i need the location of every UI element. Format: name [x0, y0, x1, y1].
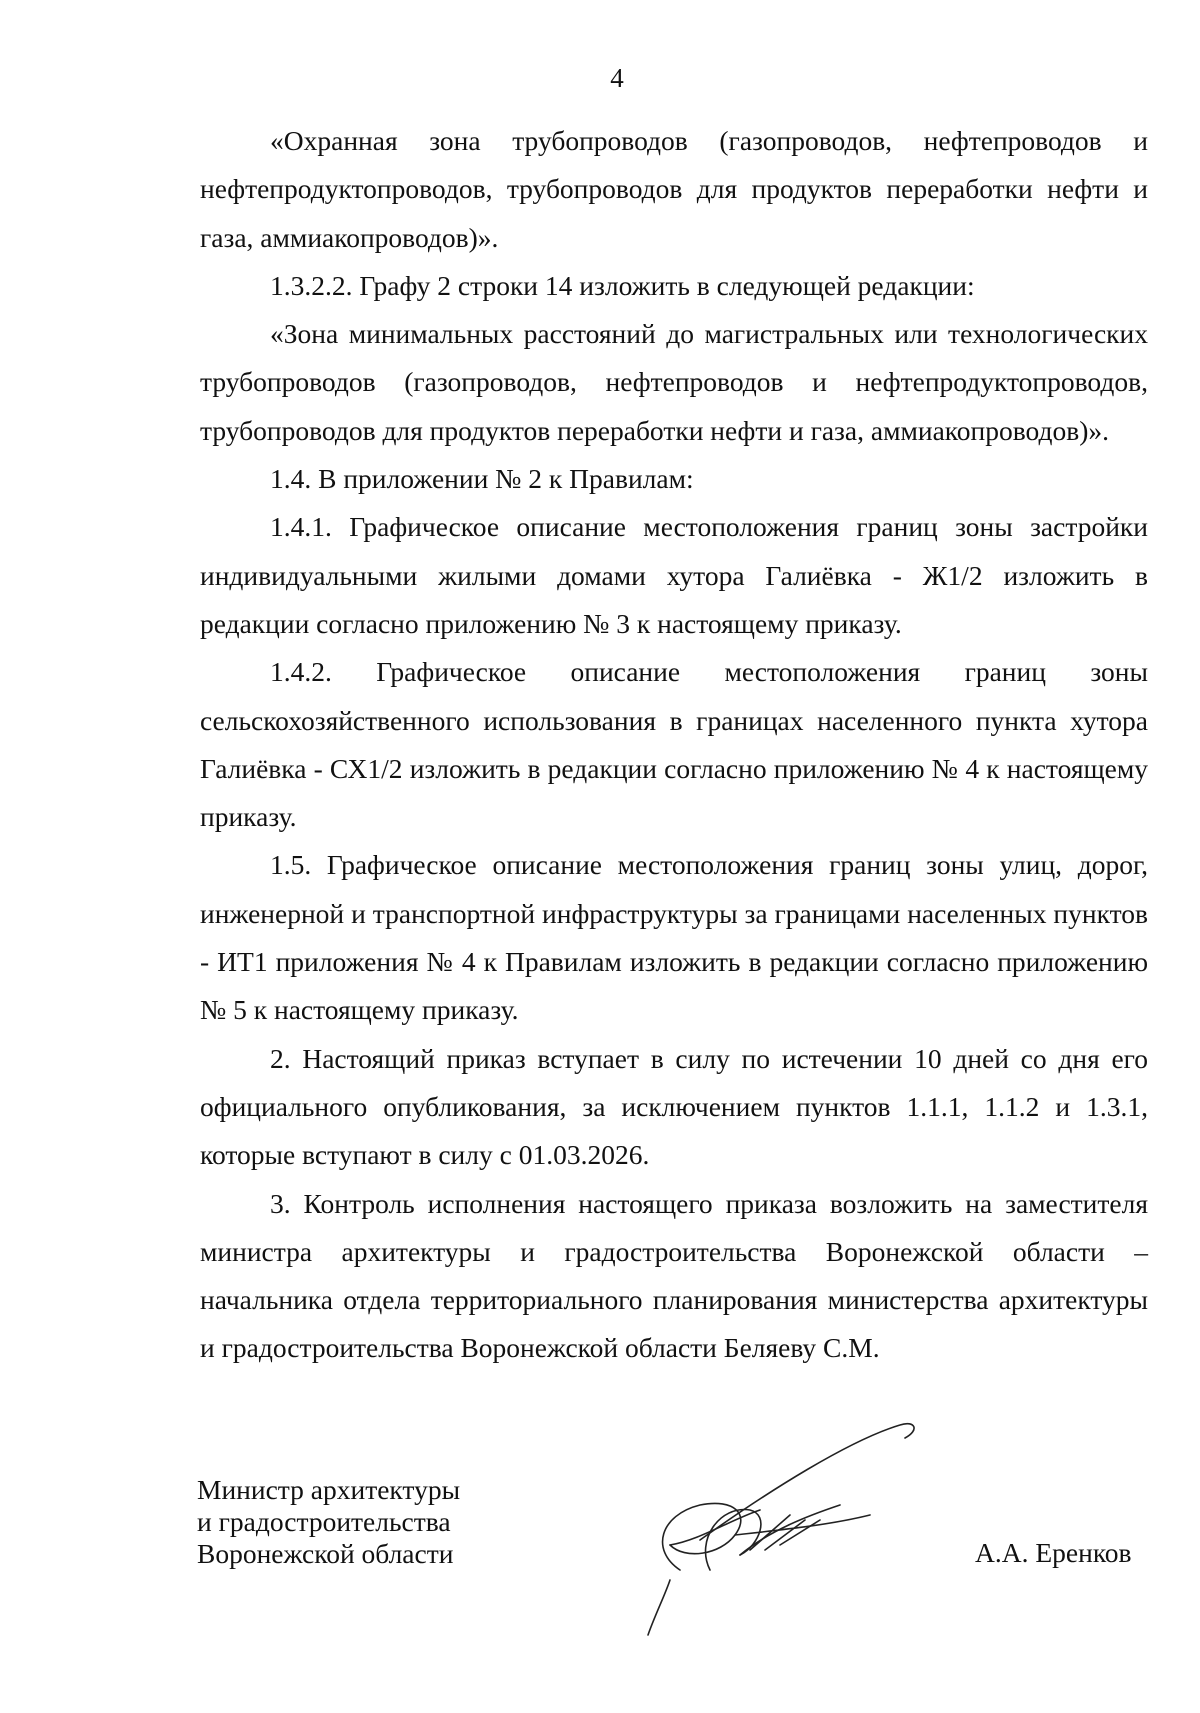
- paragraph-1-4-2: 1.4.2. Графическое описание местоположения границ зоны сельскохозяйственного использования в границах населенного пункта хутора Галиёвка - СХ1/2 изложить в редакции согласно приложению № 4 к настоящему приказу.: [200, 656, 1148, 833]
- paragraph-1-5: 1.5. Графическое описание местоположения границ зоны улиц, дорог, инженерной и транспортной инфраструктуры за границами населенных пунктов - ИТ1 приложения № 4 к Правилам изложить в редакции согласно приложению № 5 к настоящему приказу.: [200, 849, 1148, 1026]
- paragraph-2-effective-date: 2. Настоящий приказ вступает в силу по истечении 10 дней со дня его официального опубликования, за исключением пунктов 1.1.1, 1.1.2 и 1.3.1, которые вступают в силу с 01.03.2026.: [200, 1042, 1148, 1171]
- signer-name: А.А. Еренков: [975, 1537, 1132, 1568]
- document-body: [200, 117, 1148, 1373]
- signatory-position-line: Воронежской области: [197, 1538, 454, 1569]
- signatory-position-line: Министр архитектуры: [197, 1474, 461, 1505]
- handwritten-signature: [640, 1420, 970, 1650]
- paragraph-3-control: 3. Контроль исполнения настоящего приказа возложить на заместителя министра архитектуры и градостроительства Воронежской области – начальника отдела территориального планирования министерства архитектуры и градостроительства Воронежской области Беляеву С.М.: [200, 1187, 1148, 1364]
- paragraph-pipeline-zone-title: «Охранная зона трубопроводов (газопроводов, нефтепроводов и нефтепродуктопроводов, трубопроводов для продуктов переработки нефти и газа, аммиакопроводов)».: [200, 125, 1148, 253]
- paragraph-1-3-2-2: 1.3.2.2. Графу 2 строки 14 изложить в следующей редакции:: [270, 269, 975, 301]
- paragraph-min-distance-zone-title: «Зона минимальных расстояний до магистральных или технологических трубопроводов (газопроводов, нефтепроводов и нефтепродуктопроводов, трубопроводов для продуктов переработки нефти и газа, аммиакопроводов)».: [200, 318, 1148, 446]
- paragraph-1-4-1: 1.4.1. Графическое описание местоположения границ зоны застройки индивидуальными жилыми домами хутора Галиёвка - Ж1/2 изложить в редакции согласно приложению № 3 к настоящему приказу.: [200, 511, 1148, 639]
- page-number: 4: [610, 63, 624, 93]
- paragraph-1-4: 1.4. В приложении № 2 к Правилам:: [270, 463, 694, 495]
- signatory-position-line: и градостроительства: [197, 1506, 451, 1537]
- signatory-position: [197, 1474, 460, 1570]
